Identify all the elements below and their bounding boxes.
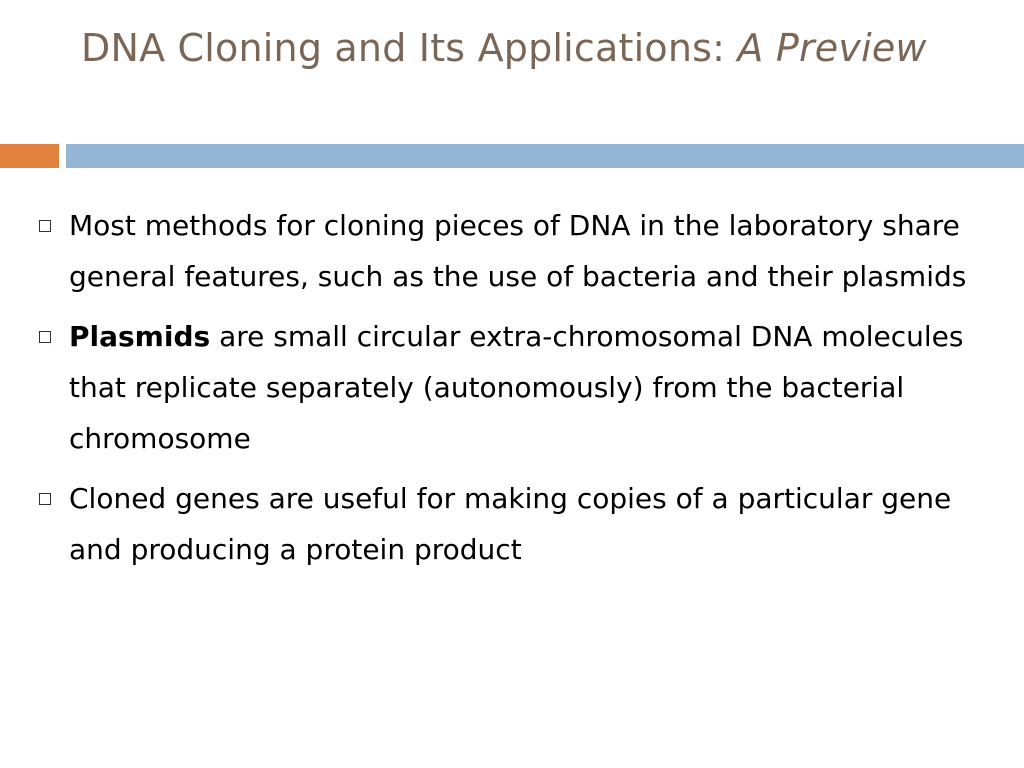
slide-title [81,22,981,74]
square-bullet-icon [39,331,51,343]
square-bullet-icon [39,493,51,505]
bullet-item [32,200,982,302]
bullet-item [32,311,982,464]
square-bullet-icon [39,220,51,232]
bullet-text: are small circular extra-chromosomal DNA molecules that replicate separately (autonomously) from the bacterial chromosome [69,320,964,455]
accent-bar-blue [66,144,1024,168]
bullet-text: Cloned genes are useful for making copies of a particular gene and producing a protein product [69,482,952,566]
accent-bar-orange [0,144,59,168]
bullet-bold-term: Plasmids [69,320,211,353]
slide-title-italic: A Preview [737,26,927,70]
bullet-item [32,473,982,575]
slide-title-main: DNA Cloning and Its Applications: [81,26,738,70]
bullet-text: Most methods for cloning pieces of DNA in the laboratory share general features, such as the use of bacteria and their plasmids [69,209,967,293]
bullet-list [32,200,982,584]
